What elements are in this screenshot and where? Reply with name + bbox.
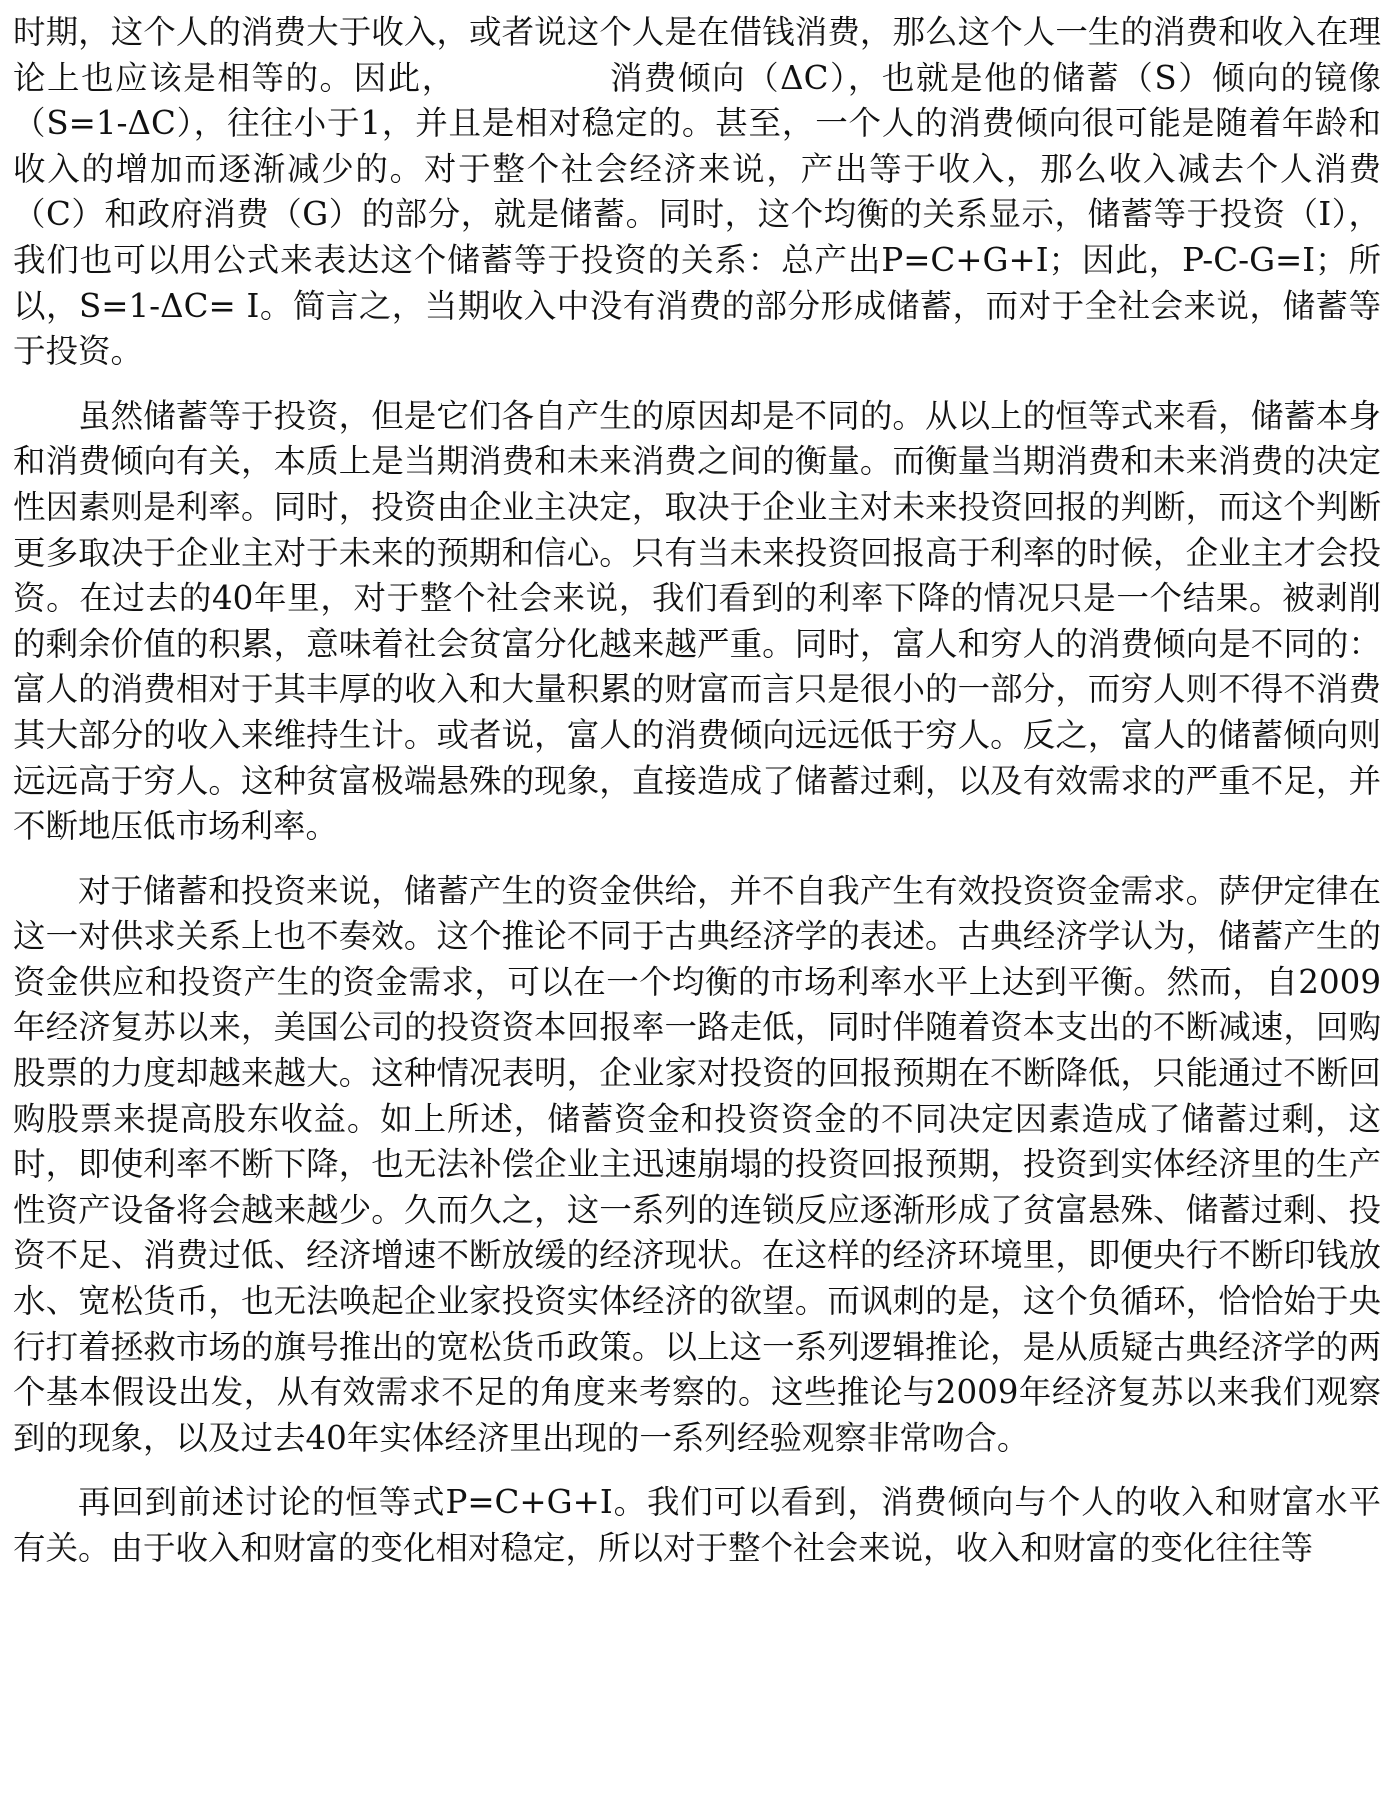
paragraph-4: 再回到前述讨论的恒等式P=C+G+I。我们可以看到，消费倾向与个人的收入和财富水平有关。由于收入和财富的变化相对稳定，所以对于整个社会来说，收入和财富的变化往往等 — [13, 1483, 1381, 1567]
paragraph-1: 时期，这个人的消费大于收入，或者说这个人是在借钱消费，那么这个人一生的消费和收入在理论上也应该是相等的。因此， 消费倾向（ΔC），也就是他的储蓄（S）倾向的镜像（S=1-ΔC），往往小于1，并且是相对稳定的。甚至，一个人的消费倾向很可能是随着年龄和收入的增加而逐渐减少的。对于整个社会经济来说，产出等于收入，那么收入减去个人消费（C）和政府消费（G）的部分，就是储蓄。同时，这个均衡的关系显示，储蓄等于投资（I），我们也可以用公式来表达这个储蓄等于投资的关系：总产出P=C+G+I；因此，P-C-G=I；所以，S=1-ΔC= I。简言之，当期收入中没有消费的部分形成储蓄，而对于全社会来说，储蓄等于投资。 — [13, 13, 1381, 371]
document-page — [13, 10, 1381, 1572]
paragraph-2: 虽然储蓄等于投资，但是它们各自产生的原因却是不同的。从以上的恒等式来看，储蓄本身和消费倾向有关，本质上是当期消费和未来消费之间的衡量。而衡量当期消费和未来消费的决定性因素则是利率。同时，投资由企业主决定，取决于企业主对未来投资回报的判断，而这个判断更多取决于企业主对于未来的预期和信心。只有当未来投资回报高于利率的时候，企业主才会投资。在过去的40年里，对于整个社会来说，我们看到的利率下降的情况只是一个结果。被剥削的剩余价值的积累，意味着社会贫富分化越来越严重。同时，富人和穷人的消费倾向是不同的：富人的消费相对于其丰厚的收入和大量积累的财富而言只是很小的一部分，而穷人则不得不消费其大部分的收入来维持生计。或者说，富人的消费倾向远远低于穷人。反之，富人的储蓄倾向则远远高于穷人。这种贫富极端悬殊的现象，直接造成了储蓄过剩，以及有效需求的严重不足，并不断地压低市场利率。 — [13, 396, 1381, 846]
paragraph-3: 对于储蓄和投资来说，储蓄产生的资金供给，并不自我产生有效投资资金需求。萨伊定律在这一对供求关系上也不奏效。这个推论不同于古典经济学的表述。古典经济学认为，储蓄产生的资金供应和投资产生的资金需求，可以在一个均衡的市场利率水平上达到平衡。然而，自2009年经济复苏以来，美国公司的投资资本回报率一路走低，同时伴随着资本支出的不断减速，回购股票的力度却越来越大。这种情况表明，企业家对投资的回报预期在不断降低，只能通过不断回购股票来提高股东收益。如上所述，储蓄资金和投资资金的不同决定因素造成了储蓄过剩，这时，即使利率不断下降，也无法补偿企业主迅速崩塌的投资回报预期，投资到实体经济里的生产性资产设备将会越来越少。久而久之，这一系列的连锁反应逐渐形成了贫富悬殊、储蓄过剩、投资不足、消费过低、经济增速不断放缓的经济现状。在这样的经济环境里，即便央行不断印钱放水、宽松货币，也无法唤起企业家投资实体经济的欲望。而讽刺的是，这个负循环，恰恰始于央行打着拯救市场的旗号推出的宽松货币政策。以上这一系列逻辑推论，是从质疑古典经济学的两个基本假设出发，从有效需求不足的角度来考察的。这些推论与2009年经济复苏以来我们观察到的现象，以及过去40年实体经济里出现的一系列经验观察非常吻合。 — [13, 871, 1381, 1457]
